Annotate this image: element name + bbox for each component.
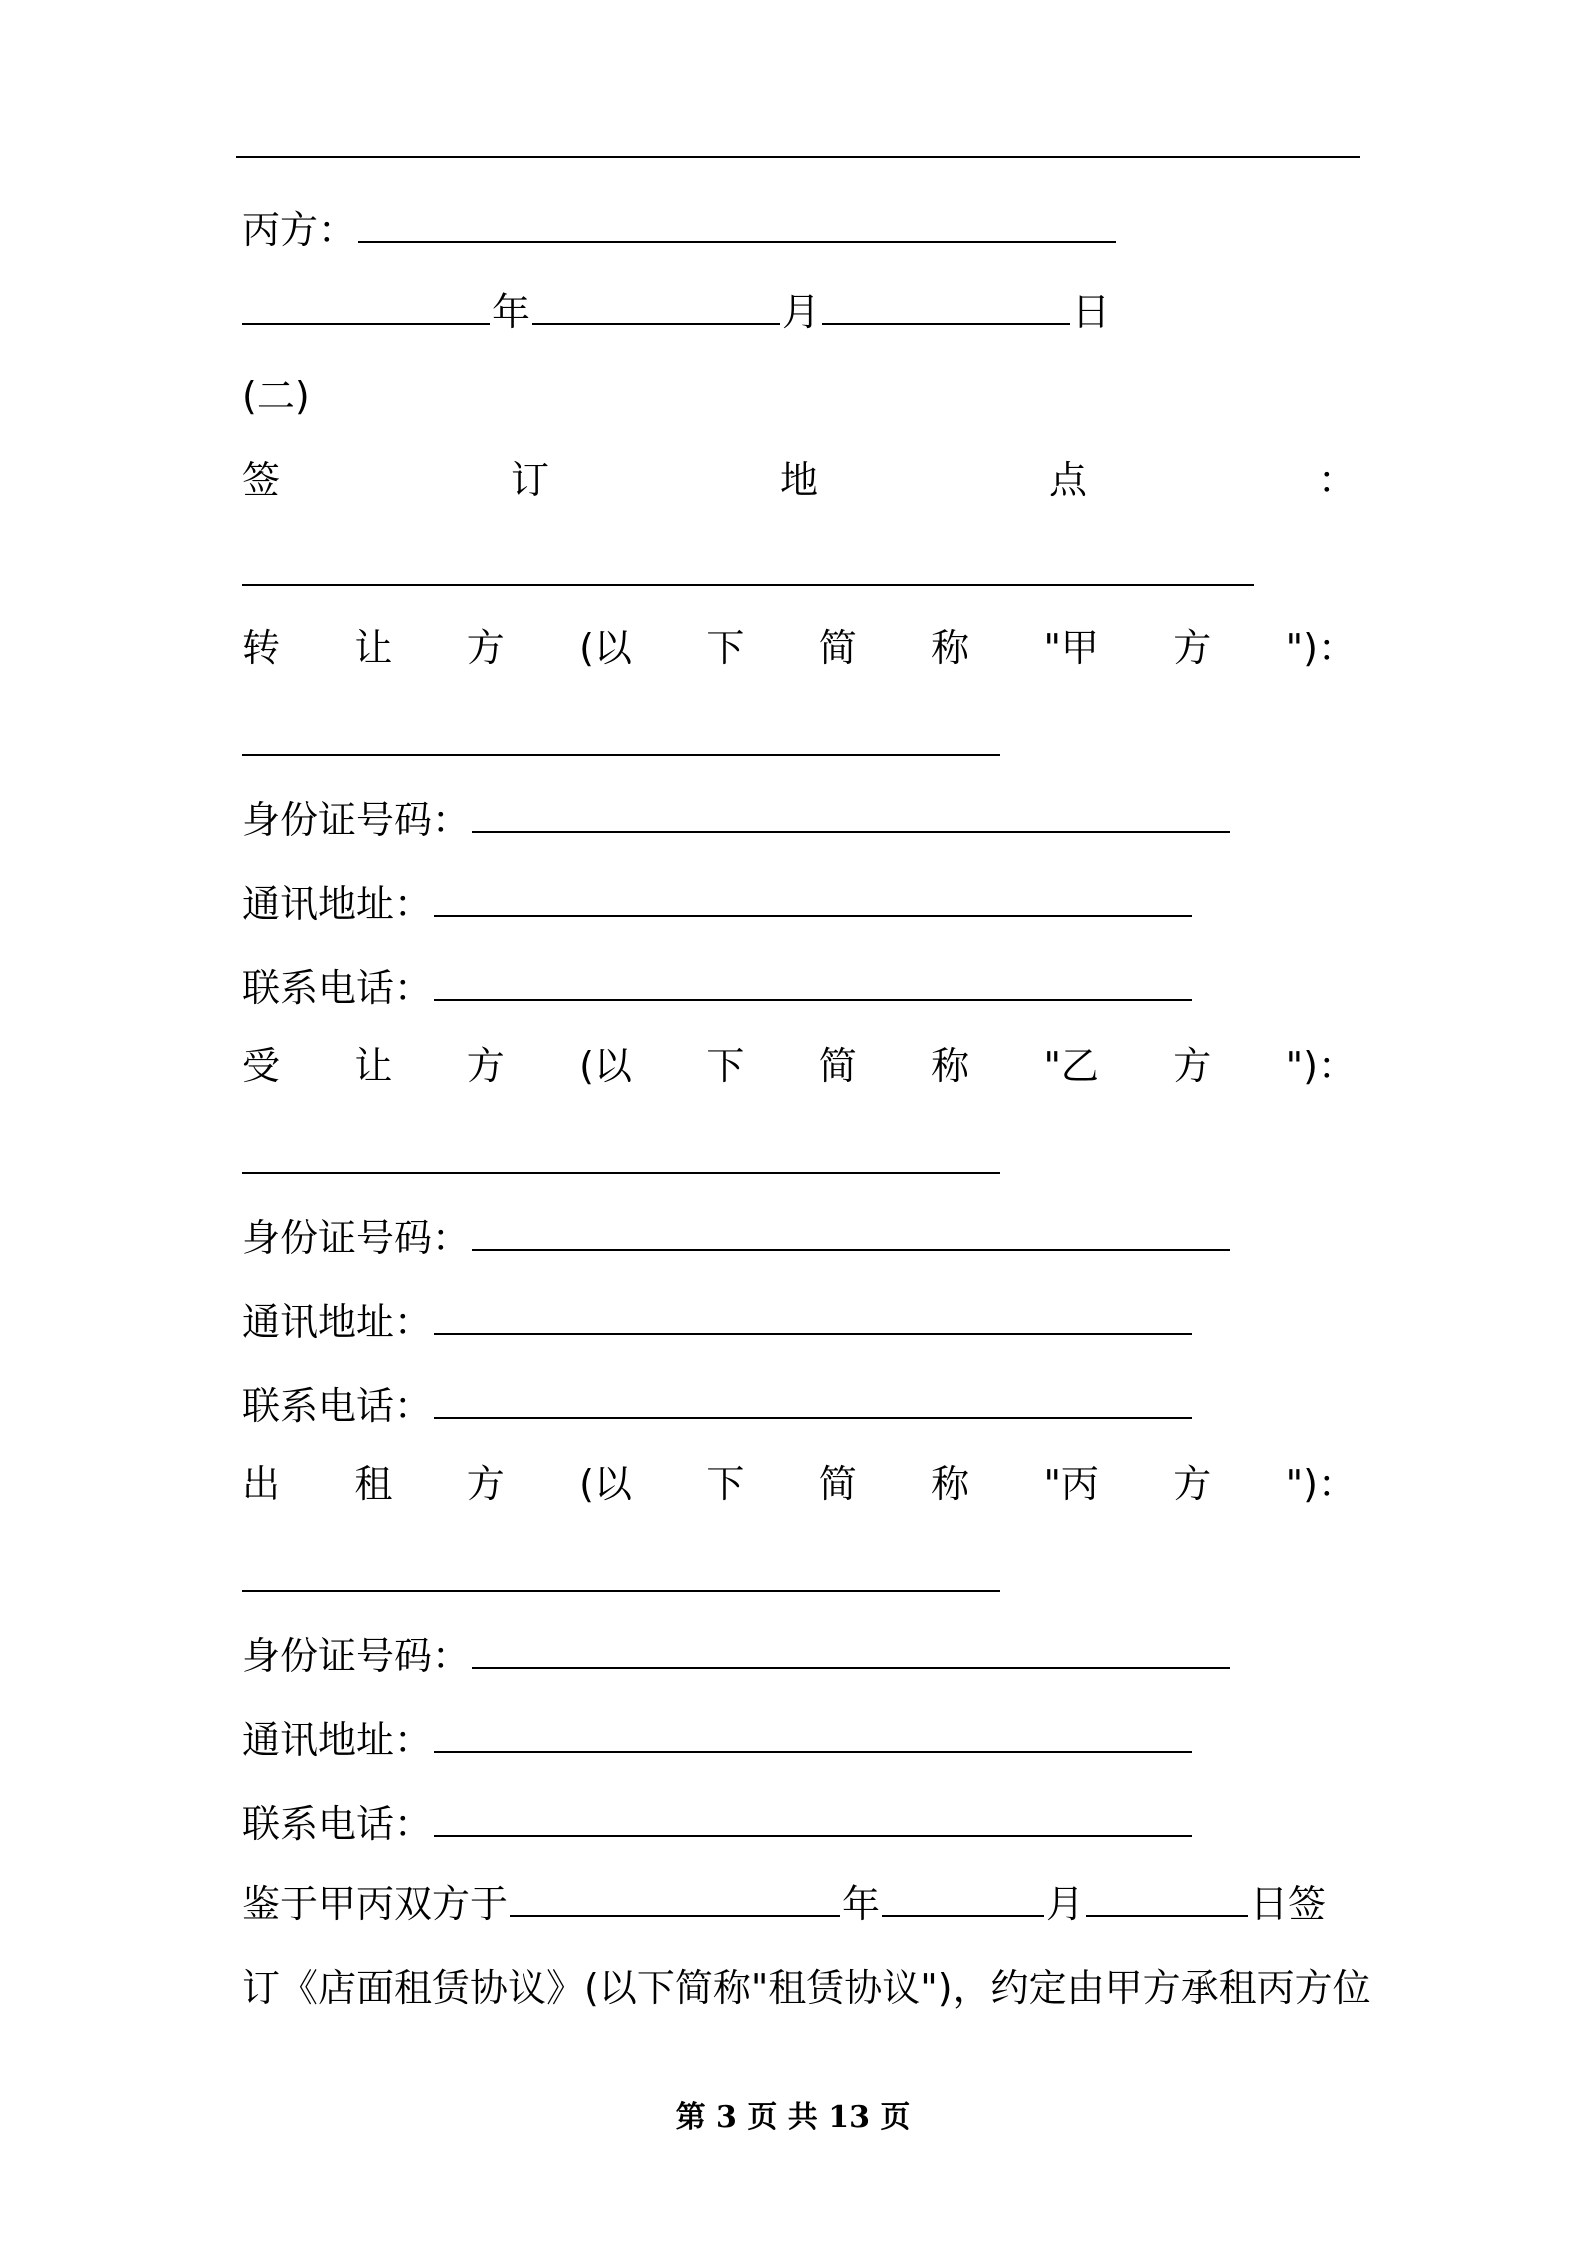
id-label: 身份证号码： bbox=[242, 1216, 471, 1260]
day-label: 日 bbox=[1072, 290, 1111, 334]
lessor-label bbox=[242, 1460, 1356, 1508]
transferor-address-line bbox=[242, 880, 1194, 928]
lessor-phone-blank[interactable] bbox=[434, 1801, 1192, 1837]
transferor-char: 下 bbox=[706, 626, 745, 670]
whereas-day-label: 日签 bbox=[1250, 1882, 1327, 1926]
bing-party-label: 丙方： bbox=[242, 208, 357, 252]
section-heading: (二) bbox=[242, 374, 310, 418]
sign-place-blank[interactable] bbox=[242, 584, 1254, 586]
lessor-address-blank[interactable] bbox=[434, 1717, 1192, 1753]
transferee-char: 方 bbox=[466, 1044, 505, 1088]
transferor-char: 转 bbox=[242, 626, 281, 670]
lessor-char: 称 bbox=[931, 1462, 970, 1506]
year-label: 年 bbox=[492, 290, 531, 334]
transferor-char: 称 bbox=[931, 626, 970, 670]
month-label: 月 bbox=[782, 290, 821, 334]
transferee-char: 方 bbox=[1173, 1044, 1212, 1088]
bing-party-line bbox=[242, 206, 1118, 254]
phone-label: 联系电话： bbox=[242, 1384, 433, 1428]
transferee-char: 称 bbox=[931, 1044, 970, 1088]
transferee-char: ")： bbox=[1285, 1044, 1356, 1088]
lessor-phone-line bbox=[242, 1800, 1194, 1848]
transferor-char: 让 bbox=[354, 626, 393, 670]
whereas-prefix: 鉴于甲丙双方于 bbox=[242, 1882, 509, 1926]
lessor-char: "丙 bbox=[1043, 1462, 1099, 1506]
lessor-blank[interactable] bbox=[242, 1590, 1000, 1592]
year-blank[interactable] bbox=[242, 289, 490, 325]
transferee-char: 简 bbox=[818, 1044, 857, 1088]
transferee-label bbox=[242, 1042, 1356, 1090]
day-blank[interactable] bbox=[822, 289, 1070, 325]
whereas-year-label: 年 bbox=[842, 1882, 881, 1926]
transferor-char: (以 bbox=[579, 626, 632, 670]
sign-place-char: 点 bbox=[1048, 458, 1087, 502]
transferor-phone-blank[interactable] bbox=[434, 965, 1192, 1001]
whereas-month-label: 月 bbox=[1046, 1882, 1085, 1926]
transferee-id-blank[interactable] bbox=[472, 1215, 1230, 1251]
transferee-char: 下 bbox=[706, 1044, 745, 1088]
transferee-char: "乙 bbox=[1043, 1044, 1099, 1088]
transferor-address-blank[interactable] bbox=[434, 881, 1192, 917]
address-label: 通讯地址： bbox=[242, 1718, 433, 1762]
sign-place-char: 订 bbox=[510, 458, 549, 502]
transferee-address-line bbox=[242, 1298, 1194, 1346]
transferee-address-blank[interactable] bbox=[434, 1299, 1192, 1335]
transferor-blank[interactable] bbox=[242, 754, 1000, 756]
transferee-phone-blank[interactable] bbox=[434, 1383, 1192, 1419]
sign-place-char: 签 bbox=[242, 458, 281, 502]
transferor-id-line bbox=[242, 796, 1232, 844]
lessor-char: 出 bbox=[242, 1462, 281, 1506]
lessor-id-blank[interactable] bbox=[472, 1633, 1230, 1669]
lessor-char: (以 bbox=[579, 1462, 632, 1506]
transferee-char: 受 bbox=[242, 1044, 281, 1088]
transferor-char: "甲 bbox=[1043, 626, 1099, 670]
page-footer: 第 3 页 共 13 页 bbox=[675, 2100, 911, 2135]
transferor-label bbox=[242, 624, 1356, 672]
whereas-year-blank[interactable] bbox=[510, 1881, 840, 1917]
header-rule bbox=[236, 156, 1360, 158]
lessor-char: 方 bbox=[1173, 1462, 1212, 1506]
lessor-char: ")： bbox=[1285, 1462, 1356, 1506]
transferor-char: 方 bbox=[466, 626, 505, 670]
lessor-char: 简 bbox=[818, 1462, 857, 1506]
transferor-char: 方 bbox=[1173, 626, 1212, 670]
transferee-char: 让 bbox=[354, 1044, 393, 1088]
sign-place-char: 地 bbox=[779, 458, 818, 502]
transferor-phone-line bbox=[242, 964, 1194, 1012]
transferee-blank[interactable] bbox=[242, 1172, 1000, 1174]
lessor-char: 方 bbox=[466, 1462, 505, 1506]
month-blank[interactable] bbox=[532, 289, 780, 325]
transferee-char: (以 bbox=[579, 1044, 632, 1088]
phone-label: 联系电话： bbox=[242, 966, 433, 1010]
lessor-address-line bbox=[242, 1716, 1194, 1764]
bing-party-blank[interactable] bbox=[358, 207, 1116, 243]
transferor-id-blank[interactable] bbox=[472, 797, 1230, 833]
whereas-line bbox=[242, 1880, 1326, 1928]
address-label: 通讯地址： bbox=[242, 882, 433, 926]
date-line bbox=[242, 288, 1110, 336]
whereas-month-blank[interactable] bbox=[882, 1881, 1044, 1917]
transferor-char: ")： bbox=[1285, 626, 1356, 670]
transferee-id-line bbox=[242, 1214, 1232, 1262]
lessor-char: 租 bbox=[354, 1462, 393, 1506]
lessor-char: 下 bbox=[706, 1462, 745, 1506]
transferor-char: 简 bbox=[818, 626, 857, 670]
lessor-id-line bbox=[242, 1632, 1232, 1680]
id-label: 身份证号码： bbox=[242, 1634, 471, 1678]
lease-agreement-text: 订《店面租赁协议》(以下简称"租赁协议")，约定由甲方承租丙方位 bbox=[242, 1966, 1371, 2010]
sign-place-char: ： bbox=[1317, 458, 1356, 502]
whereas-day-blank[interactable] bbox=[1086, 1881, 1248, 1917]
id-label: 身份证号码： bbox=[242, 798, 471, 842]
transferee-phone-line bbox=[242, 1382, 1194, 1430]
sign-place-label bbox=[242, 456, 1356, 504]
address-label: 通讯地址： bbox=[242, 1300, 433, 1344]
phone-label: 联系电话： bbox=[242, 1802, 433, 1846]
